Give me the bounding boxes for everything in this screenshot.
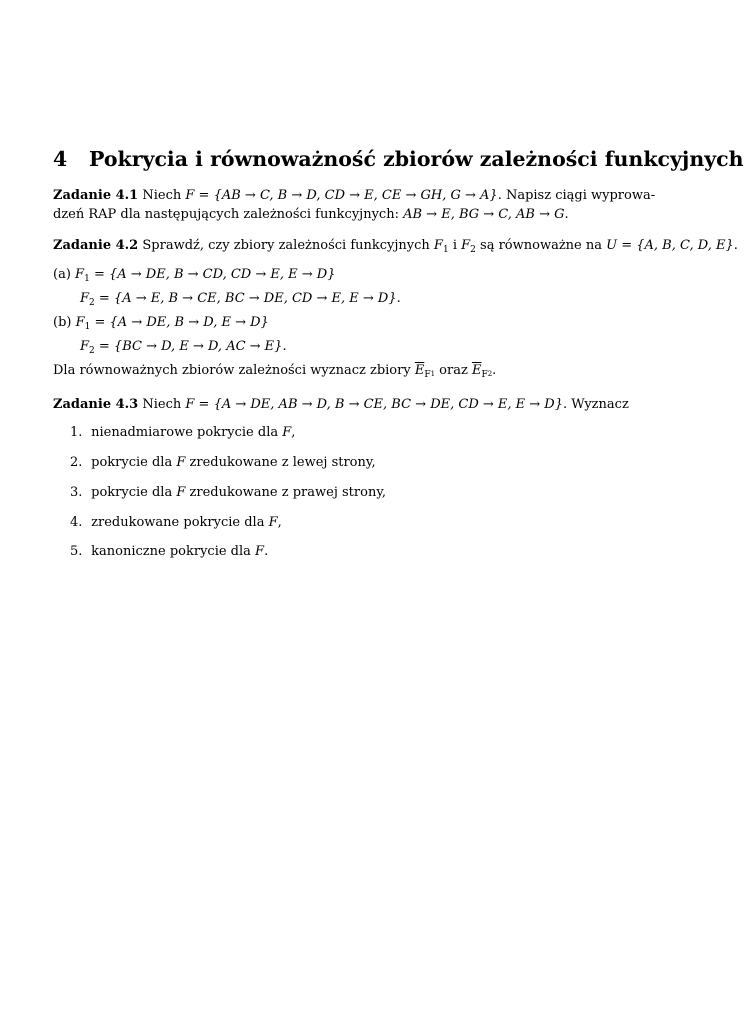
- task-4-1-tail: . Napisz ciągi wyprowa-: [497, 188, 656, 203]
- task-4-1-tail-2: .: [564, 207, 569, 222]
- subscript: 1: [442, 245, 449, 255]
- list-text: pokrycie dla: [91, 485, 177, 500]
- task-4-2-text: Sprawdź, czy zbiory zależności funkcyjnych: [142, 238, 434, 253]
- task-4-1-text: Niech: [142, 188, 186, 203]
- list-item: [70, 485, 386, 500]
- list-tail: ,: [277, 515, 282, 530]
- closure-e-symbol: $\overline{E}$: [414, 363, 425, 378]
- subscript: 1: [84, 322, 91, 332]
- part-b-f2: [53, 337, 287, 361]
- list-text: pokrycie dla: [91, 455, 177, 470]
- list-item: [70, 515, 282, 530]
- part-a: [53, 265, 401, 313]
- list-number: 4.: [70, 515, 83, 530]
- f-symbol: F: [75, 267, 85, 282]
- part-a-label: (a): [53, 267, 71, 282]
- task-4-2-text-b: są równoważne na: [475, 238, 607, 253]
- closure-e-symbol: $\overline{E}$: [471, 363, 482, 378]
- subscript: 2: [89, 346, 95, 356]
- closure-text: Dla równoważnych zbiorów zależności wyznacz zbiory: [53, 363, 415, 378]
- list-tail: ,: [291, 425, 296, 440]
- task-4-2-tail: .: [733, 238, 738, 253]
- list-tail: .: [264, 544, 269, 559]
- list-text: kanoniczne pokrycie dla: [91, 544, 256, 559]
- f-symbol: F: [433, 238, 443, 253]
- list-number: 3.: [70, 485, 83, 500]
- subscript: 2: [470, 245, 476, 255]
- f-symbol: F: [461, 238, 471, 253]
- part-a-f1: [53, 265, 401, 289]
- list-number: 5.: [70, 544, 83, 559]
- task-4-1-math: F = {AB → C, B → D, CD → E, CE → GH, G → A}: [185, 188, 498, 203]
- section-number: 4: [53, 147, 68, 171]
- task-4-3-math: F = {A → DE, AB → D, B → CE, BC → DE, CD → E, E → D}: [185, 397, 563, 412]
- list-text: zredukowane pokrycie dla: [91, 515, 269, 530]
- task-4-3: [53, 395, 629, 414]
- period: .: [282, 339, 287, 354]
- list-number: 2.: [70, 455, 83, 470]
- f-symbol: F: [80, 339, 90, 354]
- part-b-f1: [53, 313, 287, 337]
- part-b-label: (b): [53, 315, 72, 330]
- f1-set: = {A → DE, B → CD, CD → E, E → D}: [89, 267, 336, 282]
- conjunction: i: [448, 238, 462, 253]
- task-4-3-text: Niech: [142, 397, 186, 412]
- section-heading: [53, 147, 744, 171]
- universe-set: U = {A, B, C, D, E}: [606, 238, 734, 253]
- task-4-1-label: Zadanie 4.1: [53, 188, 139, 203]
- task-4-2-label: Zadanie 4.2: [53, 238, 139, 253]
- list-item: [70, 455, 376, 470]
- list-text: nienadmiarowe pokrycie dla: [91, 425, 283, 440]
- subscript: 1: [84, 274, 90, 284]
- f2-set: = {A → E, B → CE, BC → DE, CD → E, E → D}: [94, 291, 397, 306]
- closure-instruction: [53, 361, 496, 385]
- task-4-1-text-2: dzeń RAP dla następujących zależności funkcyjnych:: [53, 207, 404, 222]
- task-4-1: [53, 186, 655, 224]
- task-4-1-line-1: [53, 186, 655, 205]
- f-symbol: F: [282, 425, 292, 440]
- list-number: 1.: [70, 425, 83, 440]
- list-item: [70, 544, 268, 559]
- section-title: Pokrycia i równoważność zbiorów zależności funkcyjnych: [89, 147, 744, 171]
- f1-set: = {A → DE, B → D, E → D}: [90, 315, 269, 330]
- f-symbol: F: [80, 291, 90, 306]
- f-symbol: F: [255, 544, 265, 559]
- list-tail: zredukowane z prawej strony,: [185, 485, 387, 500]
- task-4-3-tail: . Wyznacz: [563, 397, 629, 412]
- task-4-1-math-2: AB → E, BG → C, AB → G: [403, 207, 565, 222]
- closure-f-subscript: F: [481, 370, 488, 380]
- f-symbol: F: [176, 455, 186, 470]
- task-4-3-label: Zadanie 4.3: [53, 397, 139, 412]
- closure-f-subscript: F: [424, 370, 431, 380]
- list-tail: zredukowane z lewej strony,: [185, 455, 376, 470]
- f-symbol: F: [176, 485, 186, 500]
- list-item: [70, 425, 295, 440]
- subscript: 2: [487, 370, 493, 378]
- f2-set: = {BC → D, E → D, AC → E}: [94, 339, 283, 354]
- part-a-f2: [53, 289, 401, 313]
- conjunction: oraz: [435, 363, 472, 378]
- subscript: 1: [430, 370, 436, 378]
- subscript: 2: [89, 298, 95, 308]
- period: .: [492, 363, 497, 378]
- period: .: [396, 291, 401, 306]
- task-4-2: [53, 236, 738, 260]
- part-b: [53, 313, 287, 361]
- task-4-1-line-2: [53, 205, 655, 224]
- f-symbol: F: [268, 515, 278, 530]
- f-symbol: F: [75, 315, 85, 330]
